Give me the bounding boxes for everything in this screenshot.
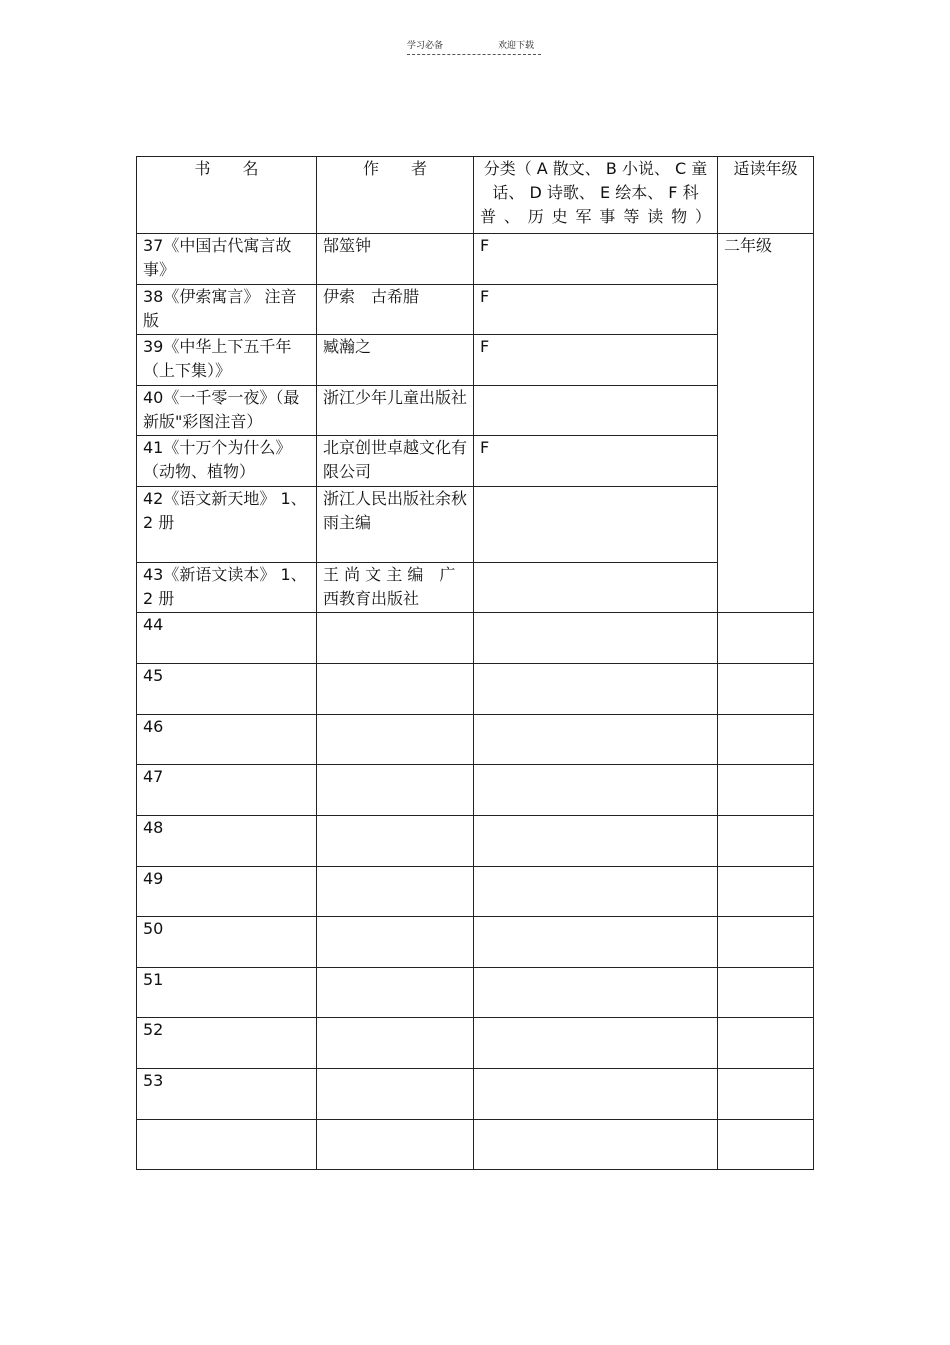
book-grade-cell [718,917,814,968]
book-author-cell [317,816,474,867]
book-author-cell: 臧瀚之 [317,335,474,386]
book-author-cell: 郜筮钟 [317,234,474,285]
table-row [137,563,814,613]
book-grade-cell [718,1069,814,1120]
book-category-cell [474,816,718,867]
book-author-cell [317,613,474,664]
book-author-cell [317,1018,474,1069]
book-author-cell [317,917,474,968]
book-title-cell: 39《中华上下五千年（上下集）》 [137,335,317,386]
book-author-cell [317,715,474,765]
book-category-cell: F [474,436,718,487]
book-category-cell [474,563,718,613]
table-row [137,867,814,917]
book-category-cell [474,867,718,917]
book-author-cell: 伊索 古希腊 [317,285,474,335]
table-row [137,917,814,968]
book-grade-cell [718,715,814,765]
book-category-cell [474,715,718,765]
column-header-author: 作 者 [317,157,474,234]
book-category-cell [474,664,718,715]
book-author-cell: 浙江少年儿童出版社 [317,386,474,436]
book-title-cell: 38《伊索寓言》 注音版 [137,285,317,335]
book-title-cell: 52 [137,1018,317,1069]
book-grade-cell [718,968,814,1018]
table-row [137,816,814,867]
book-category-cell: F [474,234,718,285]
book-title-cell: 43《新语文读本》 1、2 册 [137,563,317,613]
book-category-cell: F [474,335,718,386]
book-title-cell: 47 [137,765,317,816]
book-grade-cell [718,765,814,816]
header-divider [407,54,541,55]
book-author-cell [317,664,474,715]
book-author-cell: 王 尚 文 主 编 广西教育出版社 [317,563,474,613]
column-header-category: 分类（ A 散文、 B 小说、 C 童话、 D 诗歌、 E 绘本、 F 科普、历史军事等读物） [474,157,718,234]
book-title-cell: 42《语文新天地》 1、2 册 [137,487,317,563]
column-header-grade: 适读年级 [718,157,814,234]
book-author-cell [317,1120,474,1170]
header-right-text: 欢迎下载 [498,41,535,51]
book-category-cell [474,765,718,816]
table-row [137,968,814,1018]
book-category-cell: F [474,285,718,335]
book-title-cell: 49 [137,867,317,917]
table-row [137,715,814,765]
book-category-cell [474,1018,718,1069]
book-category-cell [474,1069,718,1120]
book-title-cell: 51 [137,968,317,1018]
book-author-cell [317,968,474,1018]
table-header-row [137,157,814,234]
book-grade-cell [718,867,814,917]
book-grade-cell [718,816,814,867]
grade-group-cell: 二年级 [718,234,814,613]
book-title-cell: 41《十万个为什么》（动物、植物） [137,436,317,487]
book-category-cell [474,613,718,664]
book-title-cell: 37《中国古代寓言故事》 [137,234,317,285]
book-category-cell [474,917,718,968]
book-grade-cell [718,613,814,664]
book-title-cell: 44 [137,613,317,664]
book-title-cell: 45 [137,664,317,715]
book-category-cell [474,487,718,563]
book-title-cell: 48 [137,816,317,867]
book-author-cell: 北京创世卓越文化有限公司 [317,436,474,487]
book-title-cell [137,1120,317,1170]
table-row [137,335,814,386]
book-category-cell [474,968,718,1018]
book-author-cell [317,867,474,917]
book-title-cell: 46 [137,715,317,765]
table-row [137,487,814,563]
book-category-cell [474,1120,718,1170]
book-category-cell [474,386,718,436]
book-author-cell [317,765,474,816]
header-left-text: 学习必备 [407,41,444,51]
table-row [137,613,814,664]
book-author-cell: 浙江人民出版社余秋雨主编 [317,487,474,563]
table-row [137,436,814,487]
table-row [137,386,814,436]
book-title-cell: 50 [137,917,317,968]
column-header-title: 书 名 [137,157,317,234]
reading-list-table [136,156,814,1170]
book-grade-cell [718,1018,814,1069]
table-row [137,765,814,816]
book-grade-cell [718,664,814,715]
book-author-cell [317,1069,474,1120]
table-row [137,1018,814,1069]
table-row [137,664,814,715]
book-grade-cell [718,1120,814,1170]
table-row [137,1069,814,1120]
table-row [137,1120,814,1170]
book-title-cell: 53 [137,1069,317,1120]
table-row [137,234,814,285]
table-row [137,285,814,335]
book-title-cell: 40《一千零一夜》（最新版"彩图注音） [137,386,317,436]
